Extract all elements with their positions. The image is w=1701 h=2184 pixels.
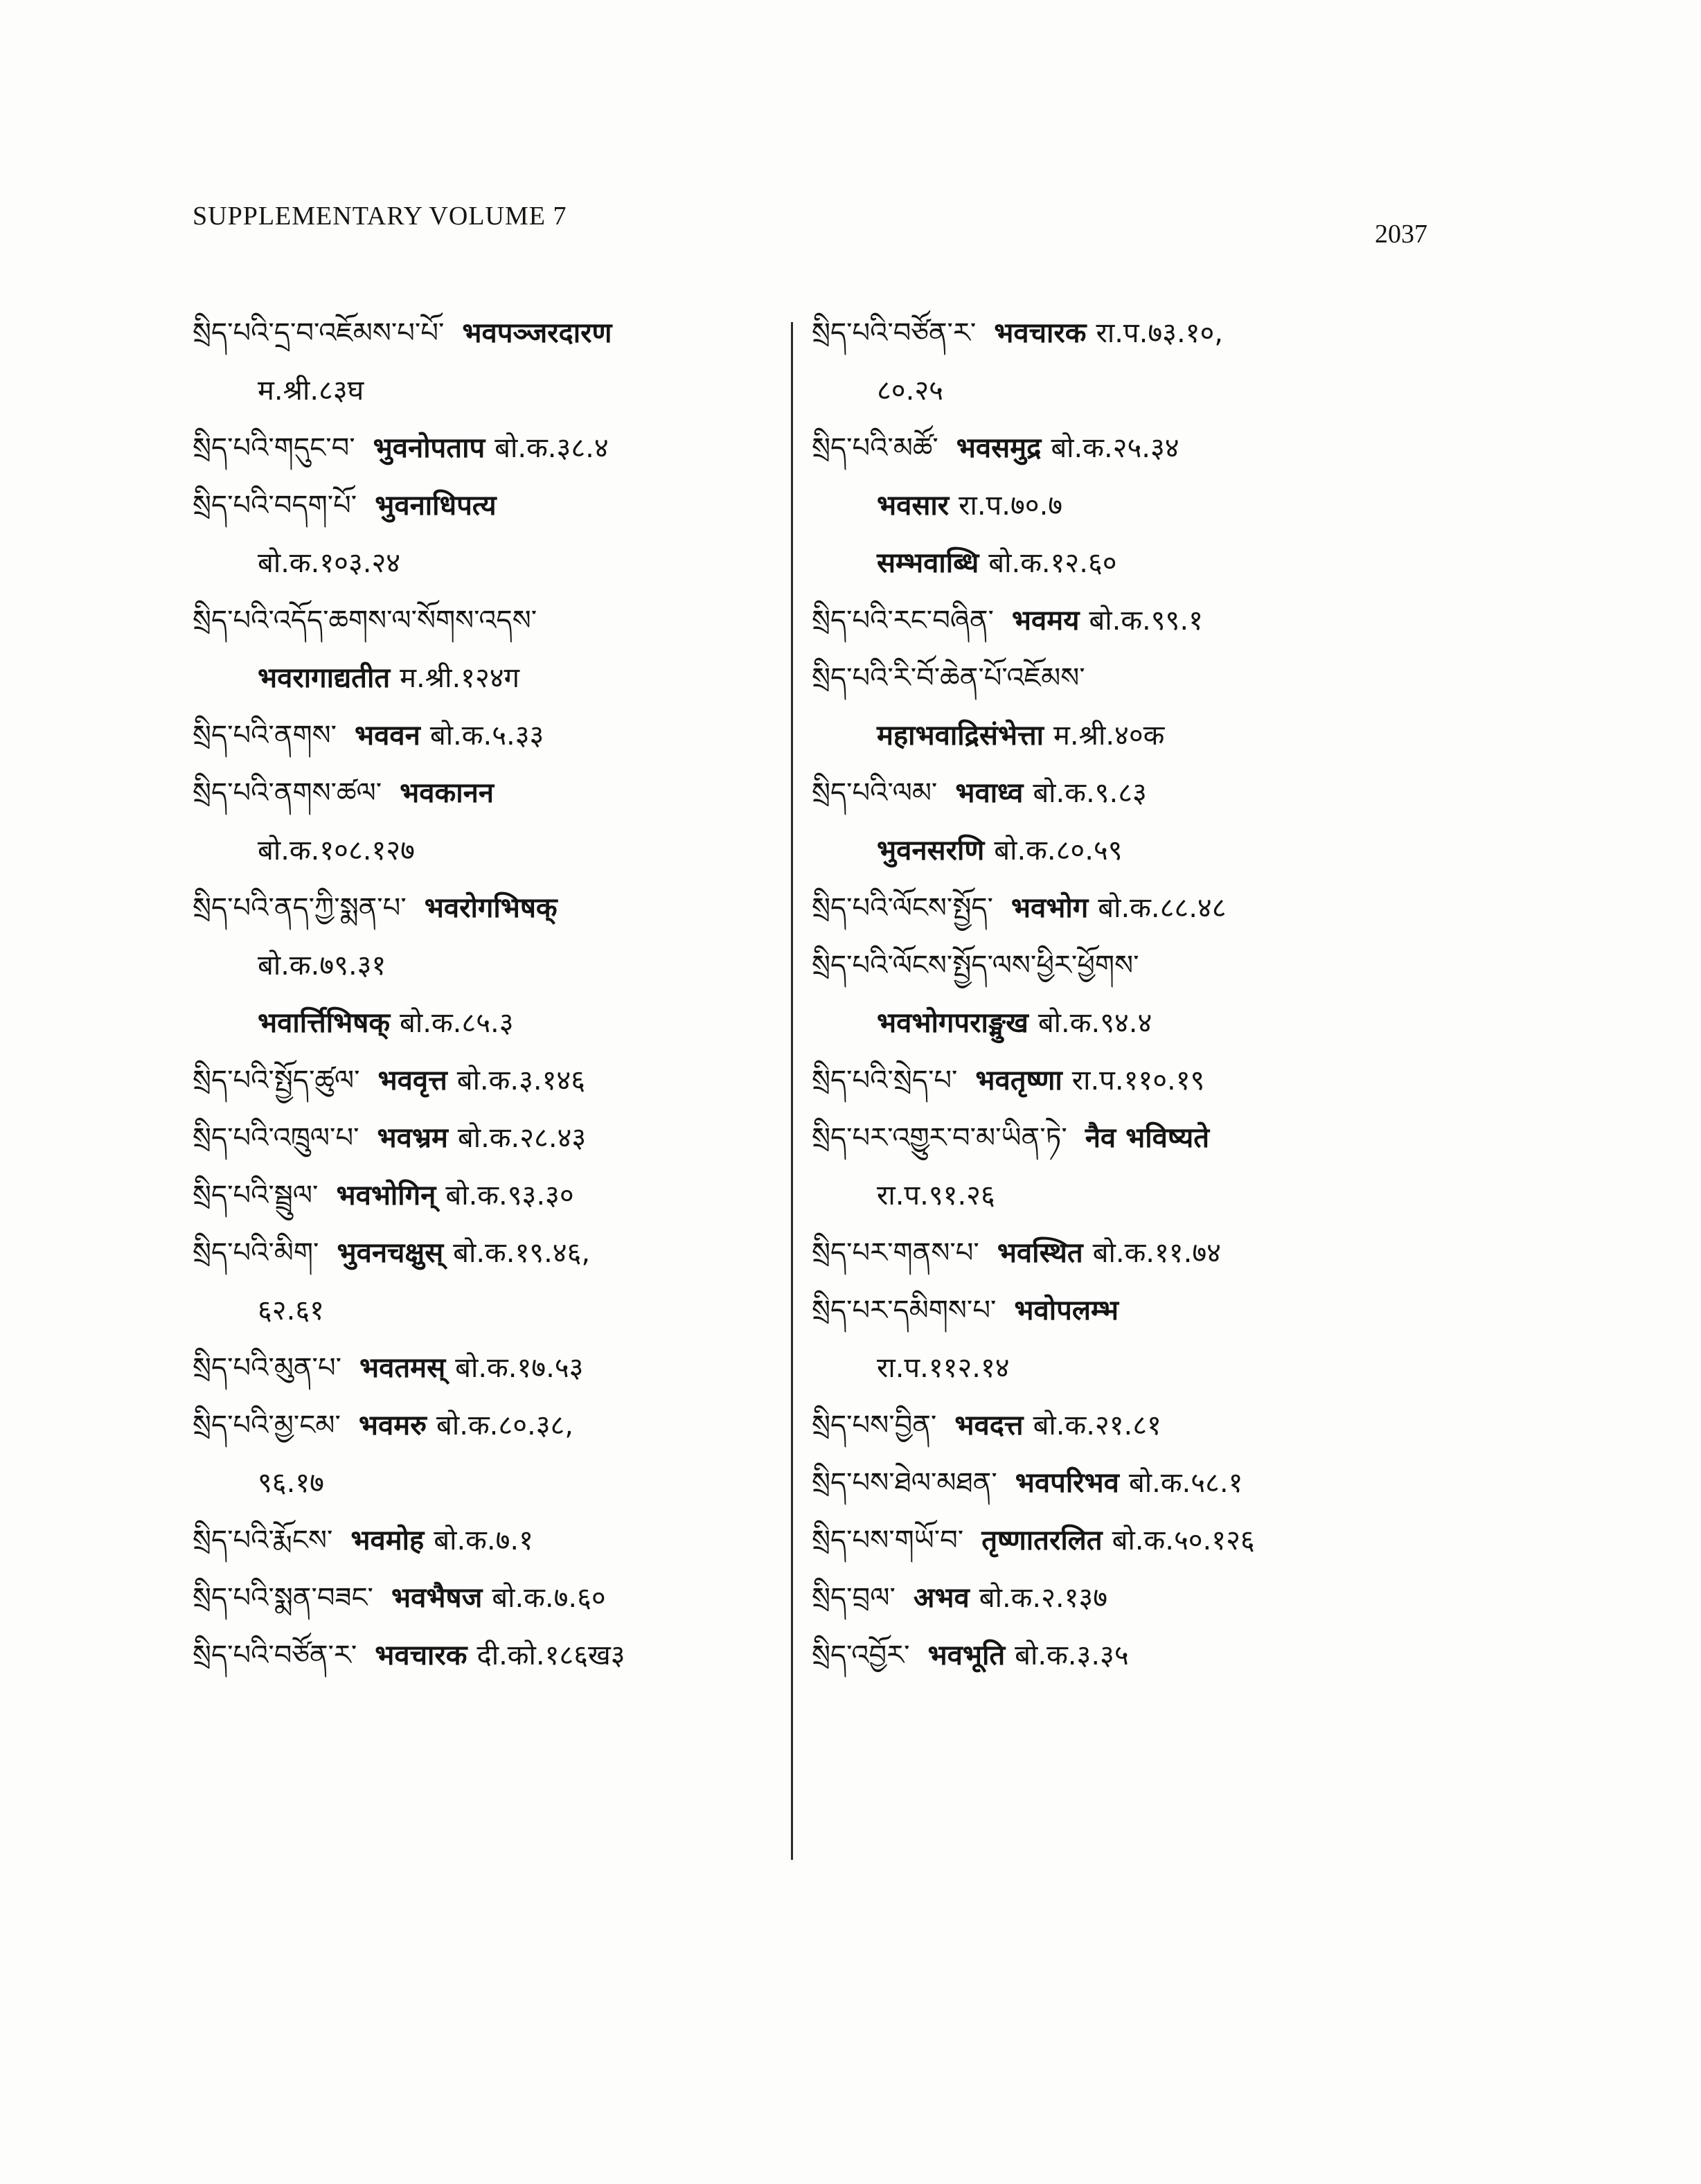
sanskrit-equivalent: भवपरिभव (1015, 1467, 1119, 1499)
source-reference: म.श्री.४०क (1053, 720, 1165, 752)
left-column (193, 305, 781, 1685)
dictionary-entry (812, 937, 1435, 995)
sanskrit-equivalent: भवपञ्जरदारण (462, 317, 612, 349)
dictionary-entry (193, 1397, 781, 1455)
tibetan-headword: སྲིད་པའི་གདུང་བ་ (193, 432, 355, 464)
dictionary-entry (193, 1052, 781, 1110)
entry-continuation-line (812, 1167, 1435, 1225)
source-reference: बो.क.९९.१ (1089, 605, 1203, 637)
source-reference: बो.क.७९.३१ (258, 950, 386, 982)
tibetan-headword: སྲིད་པར་འགྱུར་བ་མ་ཡིན་ཏེ་ (812, 1122, 1067, 1154)
source-reference: बो.क.९३.३० (445, 1180, 574, 1211)
dictionary-entry (193, 1570, 781, 1627)
dictionary-entry (193, 305, 781, 362)
sanskrit-equivalent: भवभोग (1010, 892, 1089, 924)
source-reference: बो.क.३.१४६ (456, 1065, 585, 1097)
sanskrit-equivalent: भवकानन (400, 777, 495, 809)
dictionary-entry (193, 420, 781, 477)
source-reference: बो.क.१०३.२४ (258, 547, 401, 579)
right-column (812, 305, 1435, 1685)
entry-continuation-line (193, 535, 781, 592)
dictionary-entry (193, 1512, 781, 1570)
dictionary-entry (812, 592, 1435, 650)
dictionary-entry (812, 1455, 1435, 1512)
sanskrit-equivalent: भवभोगपराङ्मुख (877, 1007, 1028, 1039)
source-reference: दी.को.१८६ख३ (477, 1640, 625, 1671)
sanskrit-equivalent: भवभोगिन् (336, 1180, 436, 1211)
running-title: SUPPLEMENTARY VOLUME 7 (193, 202, 567, 231)
source-reference: बो.क.५०.१२६ (1112, 1525, 1255, 1556)
tibetan-headword: སྲིད་པའི་བདག་པོ་ (193, 490, 357, 522)
source-reference: ८०.२५ (877, 375, 943, 407)
entry-continuation-line (193, 1455, 781, 1512)
dictionary-entry (193, 880, 781, 937)
dictionary-entry (812, 880, 1435, 937)
sanskrit-equivalent: भवचारक (375, 1640, 467, 1671)
dictionary-entry (812, 765, 1435, 822)
tibetan-headword: སྲིད་པའི་ནད་ཀྱི་སྨན་པ་ (193, 892, 407, 924)
source-reference: बो.क.८०.५९ (994, 835, 1123, 867)
sanskrit-equivalent: भवरागाद्यतीत (258, 662, 391, 694)
dictionary-entry (812, 1627, 1435, 1685)
source-reference: रा.प.७३.१०, (1096, 317, 1223, 349)
dictionary-entry (193, 592, 781, 650)
sanskrit-equivalent: तृष्णातरलित (981, 1525, 1103, 1556)
tibetan-headword: སྲིད་པའི་མཚོ་ (812, 432, 938, 464)
source-reference: बो.क.११.७४ (1092, 1237, 1221, 1269)
entry-continuation-line (193, 1282, 781, 1340)
sanskrit-equivalent: नैव भविष्यते (1085, 1122, 1210, 1154)
tibetan-headword: སྲིད་པའི་མྱ་ངམ་ (193, 1410, 341, 1441)
entry-continuation-line (193, 822, 781, 880)
tibetan-headword: སྲིད་པའི་ནགས་ (193, 720, 337, 752)
source-reference: रा.प.११२.१४ (877, 1352, 1010, 1384)
sanskrit-equivalent: भवसमुद्र (956, 432, 1042, 464)
entry-continuation-line (812, 995, 1435, 1052)
sanskrit-equivalent: महाभवाद्रिसंभेत्ता (877, 720, 1044, 752)
dictionary-entry (812, 1570, 1435, 1627)
tibetan-headword: སྲིད་པར་དམིགས་པ་ (812, 1295, 997, 1326)
tibetan-headword: སྲིད་པས་བྱིན་ (812, 1410, 937, 1441)
dictionary-entry (193, 1110, 781, 1167)
tibetan-headword: སྲིད་པའི་ལོངས་སྤྱོད་ལས་ཕྱིར་ཕྱོགས་ (812, 950, 1139, 982)
sanskrit-equivalent: भवभूति (927, 1640, 1006, 1671)
dictionary-entry (193, 1340, 781, 1397)
sanskrit-equivalent: भवमय (1011, 605, 1080, 637)
entry-continuation-line (812, 535, 1435, 592)
source-reference: बो.क.२.१३७ (979, 1582, 1108, 1614)
tibetan-headword: སྲིད་པའི་ལམ་ (812, 777, 938, 809)
source-reference: बो.क.२५.३४ (1051, 432, 1179, 464)
tibetan-headword: སྲིད་པའི་སྨན་བཟང་ (193, 1582, 373, 1614)
dictionary-entry (193, 707, 781, 765)
tibetan-headword: སྲིད་བྲལ་ (812, 1582, 896, 1614)
tibetan-headword: སྲིད་པས་གཡོ་བ་ (812, 1525, 964, 1556)
source-reference: ६२.६१ (258, 1295, 324, 1326)
dictionary-entry (812, 420, 1435, 477)
source-reference: बो.क.१२.६० (988, 547, 1117, 579)
source-reference: बो.क.७.१ (434, 1525, 533, 1556)
tibetan-headword: སྲིད་པའི་མུན་པ་ (193, 1352, 341, 1384)
dictionary-entry (812, 1512, 1435, 1570)
source-reference: बो.क.३.३५ (1015, 1640, 1129, 1671)
source-reference: बो.क.१९.४६, (453, 1237, 591, 1269)
source-reference: रा.प.७०.७ (959, 490, 1063, 522)
entry-continuation-line (193, 995, 781, 1052)
entry-continuation-line (812, 1340, 1435, 1397)
dictionary-entry (812, 1052, 1435, 1110)
dictionary-entry (193, 765, 781, 822)
source-reference: म.श्री.१२४ग (400, 662, 520, 694)
tibetan-headword: སྲིད་པའི་རི་བོ་ཆེན་པོ་འཇོམས་ (812, 662, 1085, 694)
source-reference: रा.प.११०.१९ (1071, 1065, 1205, 1097)
entry-continuation-line (193, 650, 781, 707)
tibetan-headword: སྲིད་པའི་སྦྲུལ་ (193, 1180, 319, 1211)
tibetan-headword: སྲིད་པའི་སྤྱོད་ཚུལ་ (193, 1065, 360, 1097)
dictionary-entry (812, 1282, 1435, 1340)
dictionary-entry (193, 1225, 781, 1282)
source-reference: बो.क.९.८३ (1033, 777, 1147, 809)
column-divider (791, 322, 793, 1860)
tibetan-headword: སྲིད་པའི་རྨོངས་ (193, 1525, 333, 1556)
sanskrit-equivalent: भवाध्व (955, 777, 1024, 809)
dictionary-entry (812, 1397, 1435, 1455)
sanskrit-equivalent: भुवनचक्षुस् (337, 1237, 444, 1269)
tibetan-headword: སྲིད་པར་གནས་པ་ (812, 1237, 979, 1269)
sanskrit-equivalent: अभव (913, 1582, 970, 1614)
tibetan-headword: སྲིད་འབྱོར་ (812, 1640, 910, 1671)
tibetan-headword: སྲིད་པའི་མིག་ (193, 1237, 319, 1269)
sanskrit-equivalent: भुवनाधिपत्य (375, 490, 497, 522)
source-reference: म.श्री.८३घ (258, 375, 364, 407)
tibetan-headword: སྲིད་པའི་བཙོན་ར་ (812, 317, 977, 349)
sanskrit-equivalent: भवतमस् (359, 1352, 446, 1384)
tibetan-headword: སྲིད་པས་ཐེལ་མཐན་ (812, 1467, 997, 1499)
sanskrit-equivalent: भुवनोपताप (373, 432, 486, 464)
source-reference: रा.प.९१.२६ (877, 1180, 995, 1211)
tibetan-headword: སྲིད་པའི་རང་བཞིན་ (812, 605, 994, 637)
source-reference: बो.क.१०८.१२७ (258, 835, 415, 867)
source-reference: ९६.१७ (258, 1467, 324, 1499)
dictionary-entry (812, 650, 1435, 707)
entry-continuation-line (812, 477, 1435, 535)
source-reference: बो.क.१७.५३ (455, 1352, 584, 1384)
dictionary-entry (193, 1627, 781, 1685)
tibetan-headword: སྲིད་པའི་ནགས་ཚལ་ (193, 777, 382, 809)
dictionary-entry (193, 477, 781, 535)
dictionary-entry (812, 305, 1435, 362)
source-reference: बो.क.९४.४ (1037, 1007, 1152, 1039)
tibetan-headword: སྲིད་པའི་འཁྲུལ་པ་ (193, 1122, 359, 1154)
sanskrit-equivalent: भवमोह (350, 1525, 425, 1556)
page-number: 2037 (1375, 220, 1427, 249)
sanskrit-equivalent: भववृत्त (377, 1065, 447, 1097)
dictionary-entry (812, 1225, 1435, 1282)
source-reference: बो.क.५८.१ (1128, 1467, 1243, 1499)
entry-continuation-line (812, 822, 1435, 880)
tibetan-headword: སྲིད་པའི་ལོངས་སྤྱོད་ (812, 892, 993, 924)
dictionary-entry (812, 1110, 1435, 1167)
sanskrit-equivalent: भवभैषज (391, 1582, 483, 1614)
sanskrit-equivalent: भवार्त्तिभिषक् (258, 1007, 391, 1039)
source-reference: बो.क.३८.४ (495, 432, 609, 464)
source-reference: बो.क.७.६० (492, 1582, 606, 1614)
entry-continuation-line (193, 937, 781, 995)
sanskrit-equivalent: भवचारक (994, 317, 1087, 349)
sanskrit-equivalent: भवस्थित (997, 1237, 1083, 1269)
entry-continuation-line (812, 707, 1435, 765)
source-reference: बो.क.५.३३ (429, 720, 544, 752)
sanskrit-equivalent: भवोपलम्भ (1014, 1295, 1119, 1326)
sanskrit-equivalent: सम्भवाब्धि (877, 547, 979, 579)
sanskrit-equivalent: भवसार (877, 490, 950, 522)
entry-continuation-line (812, 362, 1435, 420)
tibetan-headword: སྲིད་པའི་འདོད་ཆགས་ལ་སོགས་འདས་ (193, 605, 537, 637)
source-reference: बो.क.२१.८१ (1033, 1410, 1161, 1441)
sanskrit-equivalent: भवमरु (358, 1410, 427, 1441)
sanskrit-equivalent: भववन (355, 720, 420, 752)
source-reference: बो.क.८५.३ (400, 1007, 514, 1039)
tibetan-headword: སྲིད་པའི་སྲེད་པ་ (812, 1065, 958, 1097)
tibetan-headword: སྲིད་པའི་བཙོན་ར་ (193, 1640, 357, 1671)
dictionary-entry (193, 1167, 781, 1225)
entry-continuation-line (193, 362, 781, 420)
source-reference: बो.क.२८.४३ (457, 1122, 587, 1154)
sanskrit-equivalent: भवदत्त (954, 1410, 1024, 1441)
sanskrit-equivalent: भुवनसरणि (877, 835, 985, 867)
sanskrit-equivalent: भवतृष्णा (975, 1065, 1062, 1097)
source-reference: बो.क.८०.३८, (436, 1410, 574, 1441)
source-reference: बो.क.८८.४८ (1098, 892, 1227, 924)
sanskrit-equivalent: भवरोगभिषक् (424, 892, 558, 924)
sanskrit-equivalent: भवभ्रम (377, 1122, 448, 1154)
tibetan-headword: སྲིད་པའི་དྲ་བ་འཇོམས་པ་པོ་ (193, 317, 445, 349)
